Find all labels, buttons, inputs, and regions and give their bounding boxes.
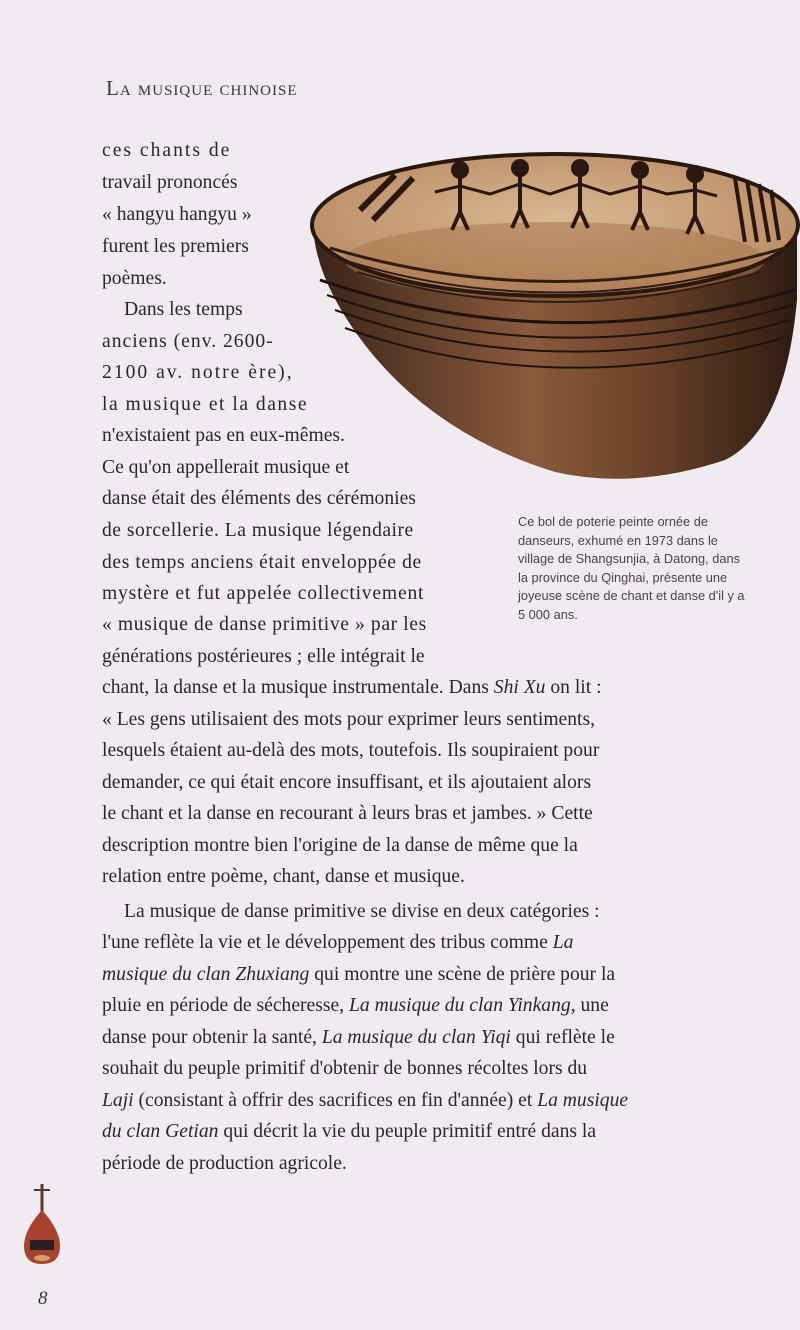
body-line: relation entre poème, chant, danse et musique. xyxy=(102,866,465,887)
body-line: Laji (consistant à offrir des sacrifices en fin d'année) et La musique xyxy=(102,1090,629,1111)
pipa-instrument-icon xyxy=(20,1182,64,1268)
body-line: description montre bien l'origine de la danse de même que la xyxy=(102,835,578,856)
photo-caption xyxy=(518,513,790,625)
body-line: période de production agricole. xyxy=(102,1153,347,1174)
body-line: « Les gens utilisaient des mots pour exprimer leurs sentiments, xyxy=(102,709,596,730)
body-line: de sorcellerie. La musique légendaire xyxy=(102,520,414,541)
caption-line: Ce bol de poterie peinte ornée de xyxy=(518,514,708,529)
body-line: générations postérieures ; elle intégrait le xyxy=(102,646,425,667)
body-line: furent les premiers xyxy=(102,236,249,257)
body-line: chant, la danse et la musique instrumentale. Dans Shi Xu on lit : xyxy=(102,677,602,698)
body-line: l'une reflète la vie et le développement des tribus comme La xyxy=(102,932,574,953)
body-line: 2100 av. notre ère), xyxy=(102,362,294,383)
body-line: du clan Getian qui décrit la vie du peuple primitif entré dans la xyxy=(102,1121,597,1142)
body-line: anciens (env. 2600- xyxy=(102,331,274,352)
body-line: Dans les temps xyxy=(124,299,243,320)
body-line: travail prononcés xyxy=(102,172,238,193)
body-line: pluie en période de sécheresse, La musique du clan Yinkang, une xyxy=(102,995,609,1016)
body-line: La musique de danse primitive se divise en deux catégories : xyxy=(124,901,600,922)
painted-pottery-bowl-photo xyxy=(305,130,800,502)
page-number: 8 xyxy=(38,1288,48,1309)
caption-line: joyeuse scène de chant et danse d'il y a xyxy=(518,588,745,604)
body-line: musique du clan Zhuxiang qui montre une scène de prière pour la xyxy=(102,964,616,985)
caption-line: village de Shangsunjia, à Datong, dans xyxy=(518,551,740,567)
body-line: « musique de danse primitive » par les xyxy=(102,614,427,635)
body-line: des temps anciens était enveloppée de xyxy=(102,552,422,573)
body-line: ces chants de xyxy=(102,140,232,161)
body-line: le chant et la danse en recourant à leurs bras et jambes. » Cette xyxy=(102,803,593,824)
caption-line: la province du Qinghai, présente une xyxy=(518,569,728,585)
body-line: n'existaient pas en eux-mêmes. xyxy=(102,425,345,446)
body-line: poèmes. xyxy=(102,268,167,289)
body-line: la musique et la danse xyxy=(102,394,309,415)
body-line: lesquels étaient au-delà des mots, toutefois. Ils soupiraient pour xyxy=(102,740,600,761)
body-line: danse était des éléments des cérémonies xyxy=(102,488,416,509)
running-header: La musique chinoise xyxy=(106,76,298,100)
caption-line: 5 000 ans. xyxy=(518,606,578,622)
body-line: souhait du peuple primitif d'obtenir de bonnes récoltes lors du xyxy=(102,1058,588,1079)
body-line: mystère et fut appelée collectivement xyxy=(102,583,425,604)
caption-line: danseurs, exhumé en 1973 dans le xyxy=(518,532,718,548)
body-line: Ce qu'on appellerait musique et xyxy=(102,457,350,478)
body-line: « hangyu hangyu » xyxy=(102,204,252,225)
body-line: demander, ce qui était encore insuffisant, et ils ajoutaient alors xyxy=(102,772,592,793)
body-line: danse pour obtenir la santé, La musique du clan Yiqi qui reflète le xyxy=(102,1027,615,1048)
